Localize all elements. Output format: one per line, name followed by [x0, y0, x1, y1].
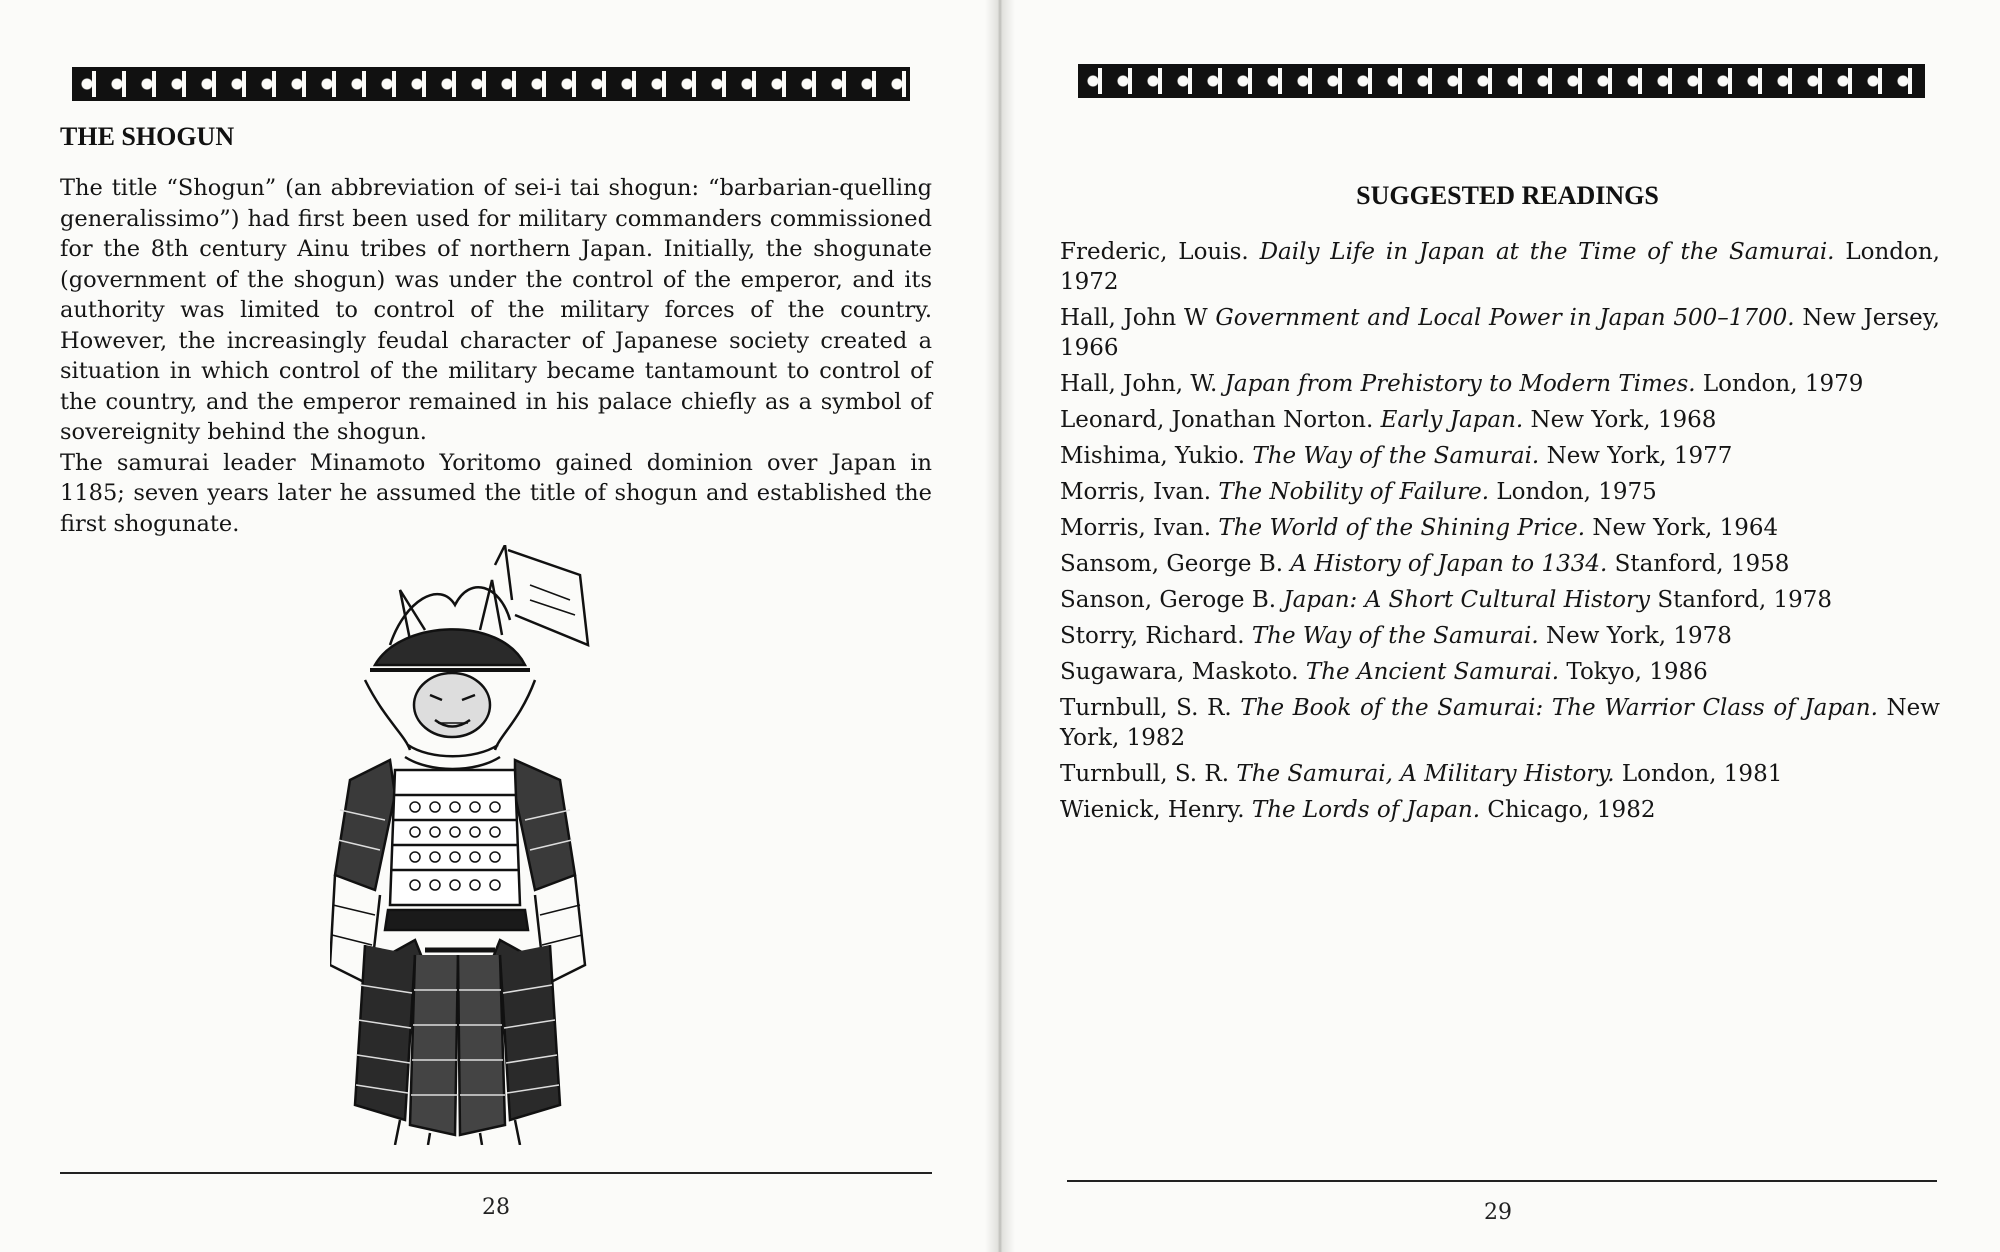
- reference-item: [1060, 237, 1940, 297]
- reference-title: Early Japan.: [1380, 407, 1524, 433]
- reference-item: [1060, 549, 1940, 579]
- reference-item: [1060, 621, 1940, 651]
- reference-item: [1060, 759, 1940, 789]
- reference-publication: New York, 1964: [1592, 515, 1779, 541]
- reference-author: Sansom, George B.: [1060, 551, 1284, 577]
- page-footer-rule: [1067, 1180, 1937, 1182]
- reference-item: [1060, 585, 1940, 615]
- samurai-armor-illustration: [330, 545, 685, 1145]
- decorative-border-band: [1078, 64, 1925, 98]
- section-title: THE SHOGUN: [60, 122, 235, 151]
- reference-list: [1060, 237, 1940, 831]
- reference-author: Leonard, Jonathan Norton.: [1060, 407, 1374, 433]
- reference-publication: Chicago, 1982: [1487, 797, 1656, 823]
- reference-item: [1060, 795, 1940, 825]
- paragraph: The title “Shogun” (an abbreviation of sei-i tai shogun: “barbarian-quelling generalissimo”) had first been used for military commanders commissioned for the 8th century Ainu tribes of northern Japan. Initially, the shogunate (government of the shogun) was under the control of the emperor, and its authority was limited to control of the military forces of the country. However, the increasingly feudal character of Japanese society created a situation in which control of the military became tantamount to control of the country, and the emperor remained in his palace chiefly as a symbol of sovereignity behind the shogun.: [60, 175, 932, 445]
- reference-publication: London, 1975: [1496, 479, 1657, 505]
- reference-title: The Samurai, A Military History.: [1236, 761, 1615, 787]
- reference-item: [1060, 693, 1940, 753]
- reference-title: Japan: A Short Cultural History: [1283, 587, 1650, 613]
- reference-publication: New Jersey, 1966: [1060, 305, 1940, 361]
- reference-publication: London, 1981: [1621, 761, 1783, 787]
- decorative-border-band: [72, 67, 910, 101]
- page-number: 29: [1484, 1200, 1512, 1225]
- reference-title: The Book of the Samurai: The Warrior Class of Japan.: [1240, 695, 1878, 721]
- reference-publication: London, 1979: [1702, 371, 1864, 397]
- reference-item: [1060, 513, 1940, 543]
- reference-item: [1060, 405, 1940, 435]
- reference-item: [1060, 369, 1940, 399]
- reference-item: [1060, 477, 1940, 507]
- right-page: [1015, 0, 2000, 1252]
- readings-title: SUGGESTED READINGS: [1356, 181, 1659, 210]
- reference-title: The Nobility of Failure.: [1218, 479, 1490, 505]
- reference-publication: New York, 1977: [1546, 443, 1733, 469]
- page-footer-rule: [60, 1172, 932, 1174]
- book-gutter: [985, 0, 1015, 1252]
- reference-author: Mishima, Yukio.: [1060, 443, 1246, 469]
- reference-item: [1060, 303, 1940, 363]
- reference-title: The World of the Shining Price.: [1218, 515, 1586, 541]
- reference-author: Hall, John, W.: [1060, 371, 1218, 397]
- page-number: 28: [482, 1195, 510, 1220]
- body-text: [60, 173, 932, 539]
- reference-title: The Lords of Japan.: [1251, 797, 1481, 823]
- reference-publication: New York, 1982: [1060, 695, 1940, 751]
- reference-author: Morris, Ivan.: [1060, 515, 1212, 541]
- reference-item: [1060, 657, 1940, 687]
- reference-author: Turnbull, S. R.: [1060, 695, 1232, 721]
- reference-publication: Stanford, 1978: [1657, 587, 1833, 613]
- reference-publication: New York, 1968: [1530, 407, 1717, 433]
- reference-publication: Stanford, 1958: [1614, 551, 1790, 577]
- reference-author: Frederic, Louis.: [1060, 239, 1249, 265]
- reference-author: Hall, John W: [1060, 305, 1208, 331]
- reference-author: Sanson, Geroge B.: [1060, 587, 1277, 613]
- reference-author: Sugawara, Maskoto.: [1060, 659, 1299, 685]
- left-page: [0, 0, 985, 1252]
- reference-author: Wienick, Henry.: [1060, 797, 1245, 823]
- reference-publication: New York, 1978: [1546, 623, 1732, 649]
- reference-title: Daily Life in Japan at the Time of the Samurai.: [1259, 239, 1835, 265]
- reference-title: A History of Japan to 1334.: [1290, 551, 1608, 577]
- reference-author: Morris, Ivan.: [1060, 479, 1212, 505]
- reference-item: [1060, 441, 1940, 471]
- reference-publication: Tokyo, 1986: [1566, 659, 1708, 685]
- reference-title: The Ancient Samurai.: [1305, 659, 1560, 685]
- reference-publication: London, 1972: [1060, 239, 1940, 295]
- reference-author: Turnbull, S. R.: [1060, 761, 1230, 787]
- reference-title: Government and Local Power in Japan 500–1700.: [1215, 305, 1795, 331]
- reference-title: Japan from Prehistory to Modern Times.: [1224, 371, 1696, 397]
- paragraph: The samurai leader Minamoto Yoritomo gained dominion over Japan in 1185; seven years later he assumed the title of shogun and established the first shogunate.: [60, 449, 932, 537]
- reference-author: Storry, Richard.: [1060, 623, 1245, 649]
- reference-title: The Way of the Samurai.: [1252, 443, 1540, 469]
- reference-title: The Way of the Samurai.: [1251, 623, 1539, 649]
